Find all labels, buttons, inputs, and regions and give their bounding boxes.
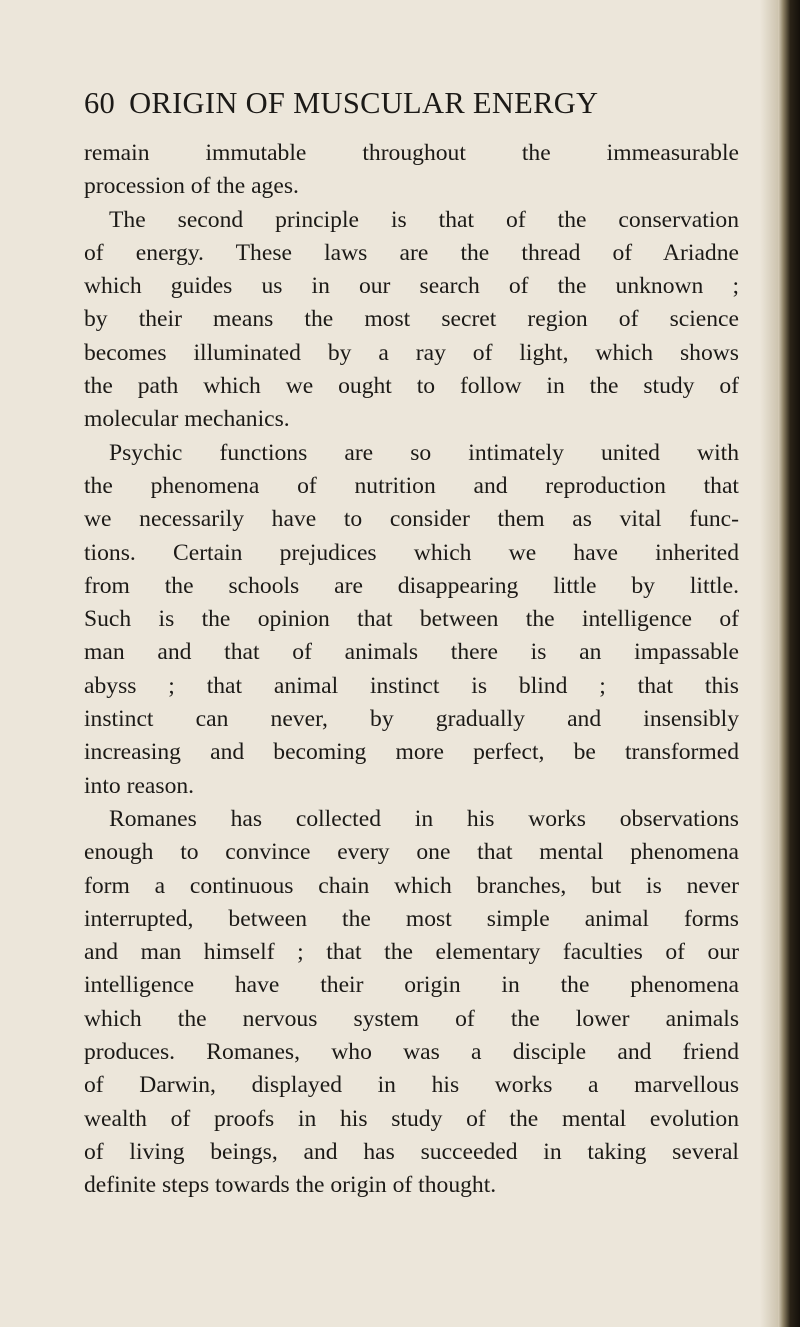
page-edge — [778, 0, 800, 1327]
text-line: and man himself ; that the elementary faculties of our — [84, 939, 739, 966]
running-title: ORIGIN OF MUSCULAR ENERGY — [129, 86, 599, 120]
text-line: form a continuous chain which branches, but is never — [84, 872, 739, 899]
text-line: tions. Certain prejudices which we have inherited — [84, 539, 739, 566]
text-line: increasing and becoming more perfect, be transformed — [84, 739, 739, 766]
text-line: enough to convince every one that mental phenomena — [84, 839, 739, 866]
text-line: interrupted, between the most simple animal forms — [84, 905, 739, 932]
text-line: of Darwin, displayed in his works a marvellous — [84, 1072, 739, 1099]
text-line: of living beings, and has succeeded in taking several — [84, 1138, 739, 1165]
binding-shadow — [760, 0, 778, 1327]
body-text — [84, 137, 739, 1203]
text-line: the phenomena of nutrition and reproduction that — [84, 472, 739, 499]
text-line: Psychic functions are so intimately united with — [109, 439, 739, 466]
text-line: produces. Romanes, who was a disciple and friend — [84, 1039, 739, 1066]
text-line: by their means the most secret region of science — [84, 306, 739, 333]
text-line: the path which we ought to follow in the study of — [84, 373, 739, 400]
text-line: remain immutable throughout the immeasurable — [84, 140, 739, 166]
text-line: The second principle is that of the conservation — [109, 206, 739, 233]
text-line: instinct can never, by gradually and insensibly — [84, 706, 739, 733]
text-line: man and that of animals there is an impassable — [84, 639, 739, 666]
paragraph — [84, 204, 739, 437]
paragraph — [84, 803, 739, 1203]
text-line: into reason. — [84, 772, 195, 799]
page-number: 60 — [84, 86, 116, 120]
text-line: intelligence have their origin in the phenomena — [84, 972, 739, 999]
text-line: becomes illuminated by a ray of light, which shows — [84, 339, 739, 366]
text-line: which the nervous system of the lower animals — [84, 1005, 739, 1032]
text-line: of energy. These laws are the thread of Ariadne — [84, 239, 739, 266]
paragraph — [84, 437, 739, 803]
text-line: Romanes has collected in his works observations — [109, 805, 739, 832]
running-header — [84, 86, 598, 121]
text-line: definite steps towards the origin of thought. — [84, 1172, 497, 1199]
text-line: molecular mechanics. — [84, 406, 290, 433]
text-line: Such is the opinion that between the intelligence of — [84, 606, 739, 633]
text-line: we necessarily have to consider them as vital func- — [84, 506, 739, 533]
paragraph — [84, 137, 739, 204]
text-line: which guides us in our search of the unknown ; — [84, 273, 739, 300]
text-line: from the schools are disappearing little by little. — [84, 572, 739, 599]
text-line: procession of the ages. — [84, 173, 299, 200]
text-line: wealth of proofs in his study of the mental evolution — [84, 1105, 739, 1132]
text-line: abyss ; that animal instinct is blind ; that this — [84, 672, 739, 699]
